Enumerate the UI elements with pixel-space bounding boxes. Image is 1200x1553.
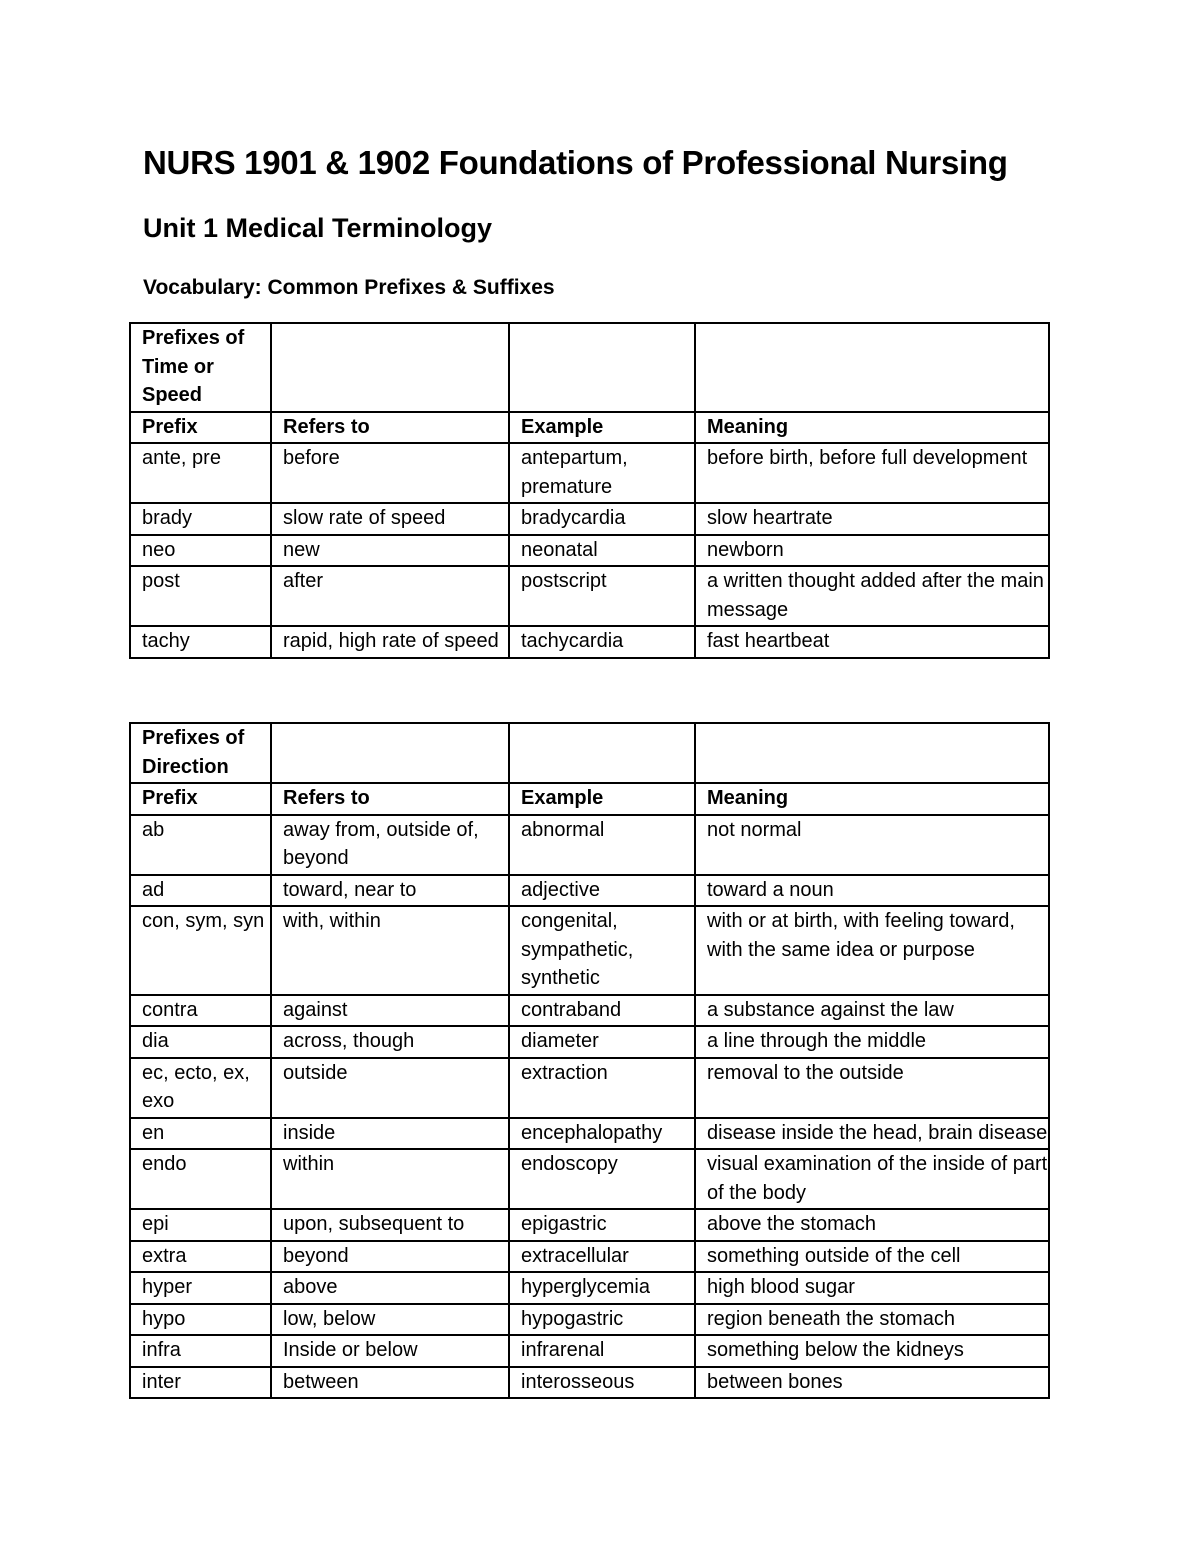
refers-to-cell: with, within bbox=[271, 906, 509, 995]
prefix-cell: ad bbox=[130, 875, 271, 907]
prefix-cell: tachy bbox=[130, 626, 271, 658]
prefix-cell: ec, ecto, ex, exo bbox=[130, 1058, 271, 1118]
meaning-cell: a written thought added after the main message bbox=[695, 566, 1049, 626]
table-row bbox=[130, 1058, 1049, 1118]
table-caption: Prefixes of Direction bbox=[130, 723, 271, 783]
table-row bbox=[130, 1335, 1049, 1367]
example-cell: adjective bbox=[509, 875, 695, 907]
example-cell: tachycardia bbox=[509, 626, 695, 658]
prefix-cell: inter bbox=[130, 1367, 271, 1399]
column-header: Meaning bbox=[695, 783, 1049, 815]
table-caption: Prefixes of Time or Speed bbox=[130, 323, 271, 412]
prefix-cell: epi bbox=[130, 1209, 271, 1241]
example-cell: interosseous bbox=[509, 1367, 695, 1399]
example-cell: extracellular bbox=[509, 1241, 695, 1273]
document-title: NURS 1901 & 1902 Foundations of Professional Nursing bbox=[143, 144, 1008, 181]
table-row bbox=[130, 566, 1049, 626]
prefix-cell: extra bbox=[130, 1241, 271, 1273]
refers-to-cell: above bbox=[271, 1272, 509, 1304]
meaning-cell: a substance against the law bbox=[695, 995, 1049, 1027]
example-cell: endoscopy bbox=[509, 1149, 695, 1209]
table-caption-row bbox=[130, 323, 1049, 412]
example-cell: contraband bbox=[509, 995, 695, 1027]
meaning-cell: newborn bbox=[695, 535, 1049, 567]
prefix-cell: ante, pre bbox=[130, 443, 271, 503]
refers-to-cell: before bbox=[271, 443, 509, 503]
example-cell: antepartum, premature bbox=[509, 443, 695, 503]
table-row bbox=[130, 443, 1049, 503]
meaning-cell: not normal bbox=[695, 815, 1049, 875]
table-row bbox=[130, 1026, 1049, 1058]
column-header: Example bbox=[509, 412, 695, 444]
refers-to-cell: beyond bbox=[271, 1241, 509, 1273]
refers-to-cell: across, though bbox=[271, 1026, 509, 1058]
example-cell: abnormal bbox=[509, 815, 695, 875]
meaning-cell: visual examination of the inside of part of the body bbox=[695, 1149, 1049, 1209]
prefix-cell: hyper bbox=[130, 1272, 271, 1304]
meaning-cell: with or at birth, with feeling toward, with the same idea or purpose bbox=[695, 906, 1049, 995]
table-header-row bbox=[130, 412, 1049, 444]
prefix-cell: dia bbox=[130, 1026, 271, 1058]
empty-caption-cell bbox=[271, 323, 509, 412]
example-cell: postscript bbox=[509, 566, 695, 626]
example-cell: bradycardia bbox=[509, 503, 695, 535]
refers-to-cell: slow rate of speed bbox=[271, 503, 509, 535]
refers-to-cell: against bbox=[271, 995, 509, 1027]
meaning-cell: something below the kidneys bbox=[695, 1335, 1049, 1367]
table-row bbox=[130, 1272, 1049, 1304]
table-row bbox=[130, 1149, 1049, 1209]
refers-to-cell: new bbox=[271, 535, 509, 567]
meaning-cell: disease inside the head, brain disease bbox=[695, 1118, 1049, 1150]
empty-caption-cell bbox=[695, 723, 1049, 783]
column-header: Example bbox=[509, 783, 695, 815]
refers-to-cell: away from, outside of, beyond bbox=[271, 815, 509, 875]
meaning-cell: above the stomach bbox=[695, 1209, 1049, 1241]
prefixes-time-speed-table bbox=[129, 322, 1050, 659]
prefix-cell: neo bbox=[130, 535, 271, 567]
table-row bbox=[130, 1241, 1049, 1273]
prefix-cell: contra bbox=[130, 995, 271, 1027]
column-header: Refers to bbox=[271, 783, 509, 815]
prefix-cell: hypo bbox=[130, 1304, 271, 1336]
example-cell: infrarenal bbox=[509, 1335, 695, 1367]
refers-to-cell: rapid, high rate of speed bbox=[271, 626, 509, 658]
meaning-cell: a line through the middle bbox=[695, 1026, 1049, 1058]
empty-caption-cell bbox=[509, 323, 695, 412]
example-cell: congenital, sympathetic, synthetic bbox=[509, 906, 695, 995]
column-header: Prefix bbox=[130, 412, 271, 444]
prefixes-direction-table bbox=[129, 722, 1050, 1399]
meaning-cell: fast heartbeat bbox=[695, 626, 1049, 658]
table-row bbox=[130, 1304, 1049, 1336]
table-row bbox=[130, 503, 1049, 535]
refers-to-cell: within bbox=[271, 1149, 509, 1209]
prefix-cell: con, sym, syn bbox=[130, 906, 271, 995]
column-header: Refers to bbox=[271, 412, 509, 444]
example-cell: epigastric bbox=[509, 1209, 695, 1241]
column-header: Prefix bbox=[130, 783, 271, 815]
table-caption-row bbox=[130, 723, 1049, 783]
example-cell: neonatal bbox=[509, 535, 695, 567]
meaning-cell: before birth, before full development bbox=[695, 443, 1049, 503]
table-row bbox=[130, 535, 1049, 567]
table-row bbox=[130, 1367, 1049, 1399]
table-row bbox=[130, 875, 1049, 907]
example-cell: hypogastric bbox=[509, 1304, 695, 1336]
refers-to-cell: after bbox=[271, 566, 509, 626]
example-cell: extraction bbox=[509, 1058, 695, 1118]
prefix-cell: post bbox=[130, 566, 271, 626]
empty-caption-cell bbox=[509, 723, 695, 783]
example-cell: hyperglycemia bbox=[509, 1272, 695, 1304]
refers-to-cell: upon, subsequent to bbox=[271, 1209, 509, 1241]
prefix-cell: endo bbox=[130, 1149, 271, 1209]
table-row bbox=[130, 1209, 1049, 1241]
meaning-cell: toward a noun bbox=[695, 875, 1049, 907]
meaning-cell: between bones bbox=[695, 1367, 1049, 1399]
table-row bbox=[130, 906, 1049, 995]
table-header-row bbox=[130, 783, 1049, 815]
example-cell: diameter bbox=[509, 1026, 695, 1058]
meaning-cell: high blood sugar bbox=[695, 1272, 1049, 1304]
refers-to-cell: low, below bbox=[271, 1304, 509, 1336]
meaning-cell: slow heartrate bbox=[695, 503, 1049, 535]
meaning-cell: region beneath the stomach bbox=[695, 1304, 1049, 1336]
empty-caption-cell bbox=[271, 723, 509, 783]
refers-to-cell: toward, near to bbox=[271, 875, 509, 907]
table-row bbox=[130, 626, 1049, 658]
meaning-cell: something outside of the cell bbox=[695, 1241, 1049, 1273]
prefix-cell: brady bbox=[130, 503, 271, 535]
empty-caption-cell bbox=[695, 323, 1049, 412]
prefix-cell: en bbox=[130, 1118, 271, 1150]
meaning-cell: removal to the outside bbox=[695, 1058, 1049, 1118]
prefix-cell: infra bbox=[130, 1335, 271, 1367]
table-row bbox=[130, 1118, 1049, 1150]
refers-to-cell: inside bbox=[271, 1118, 509, 1150]
table-row bbox=[130, 995, 1049, 1027]
unit-heading: Unit 1 Medical Terminology bbox=[143, 213, 493, 243]
column-header: Meaning bbox=[695, 412, 1049, 444]
table-row bbox=[130, 815, 1049, 875]
example-cell: encephalopathy bbox=[509, 1118, 695, 1150]
prefix-cell: ab bbox=[130, 815, 271, 875]
refers-to-cell: between bbox=[271, 1367, 509, 1399]
refers-to-cell: Inside or below bbox=[271, 1335, 509, 1367]
refers-to-cell: outside bbox=[271, 1058, 509, 1118]
vocabulary-heading: Vocabulary: Common Prefixes & Suffixes bbox=[143, 276, 555, 299]
